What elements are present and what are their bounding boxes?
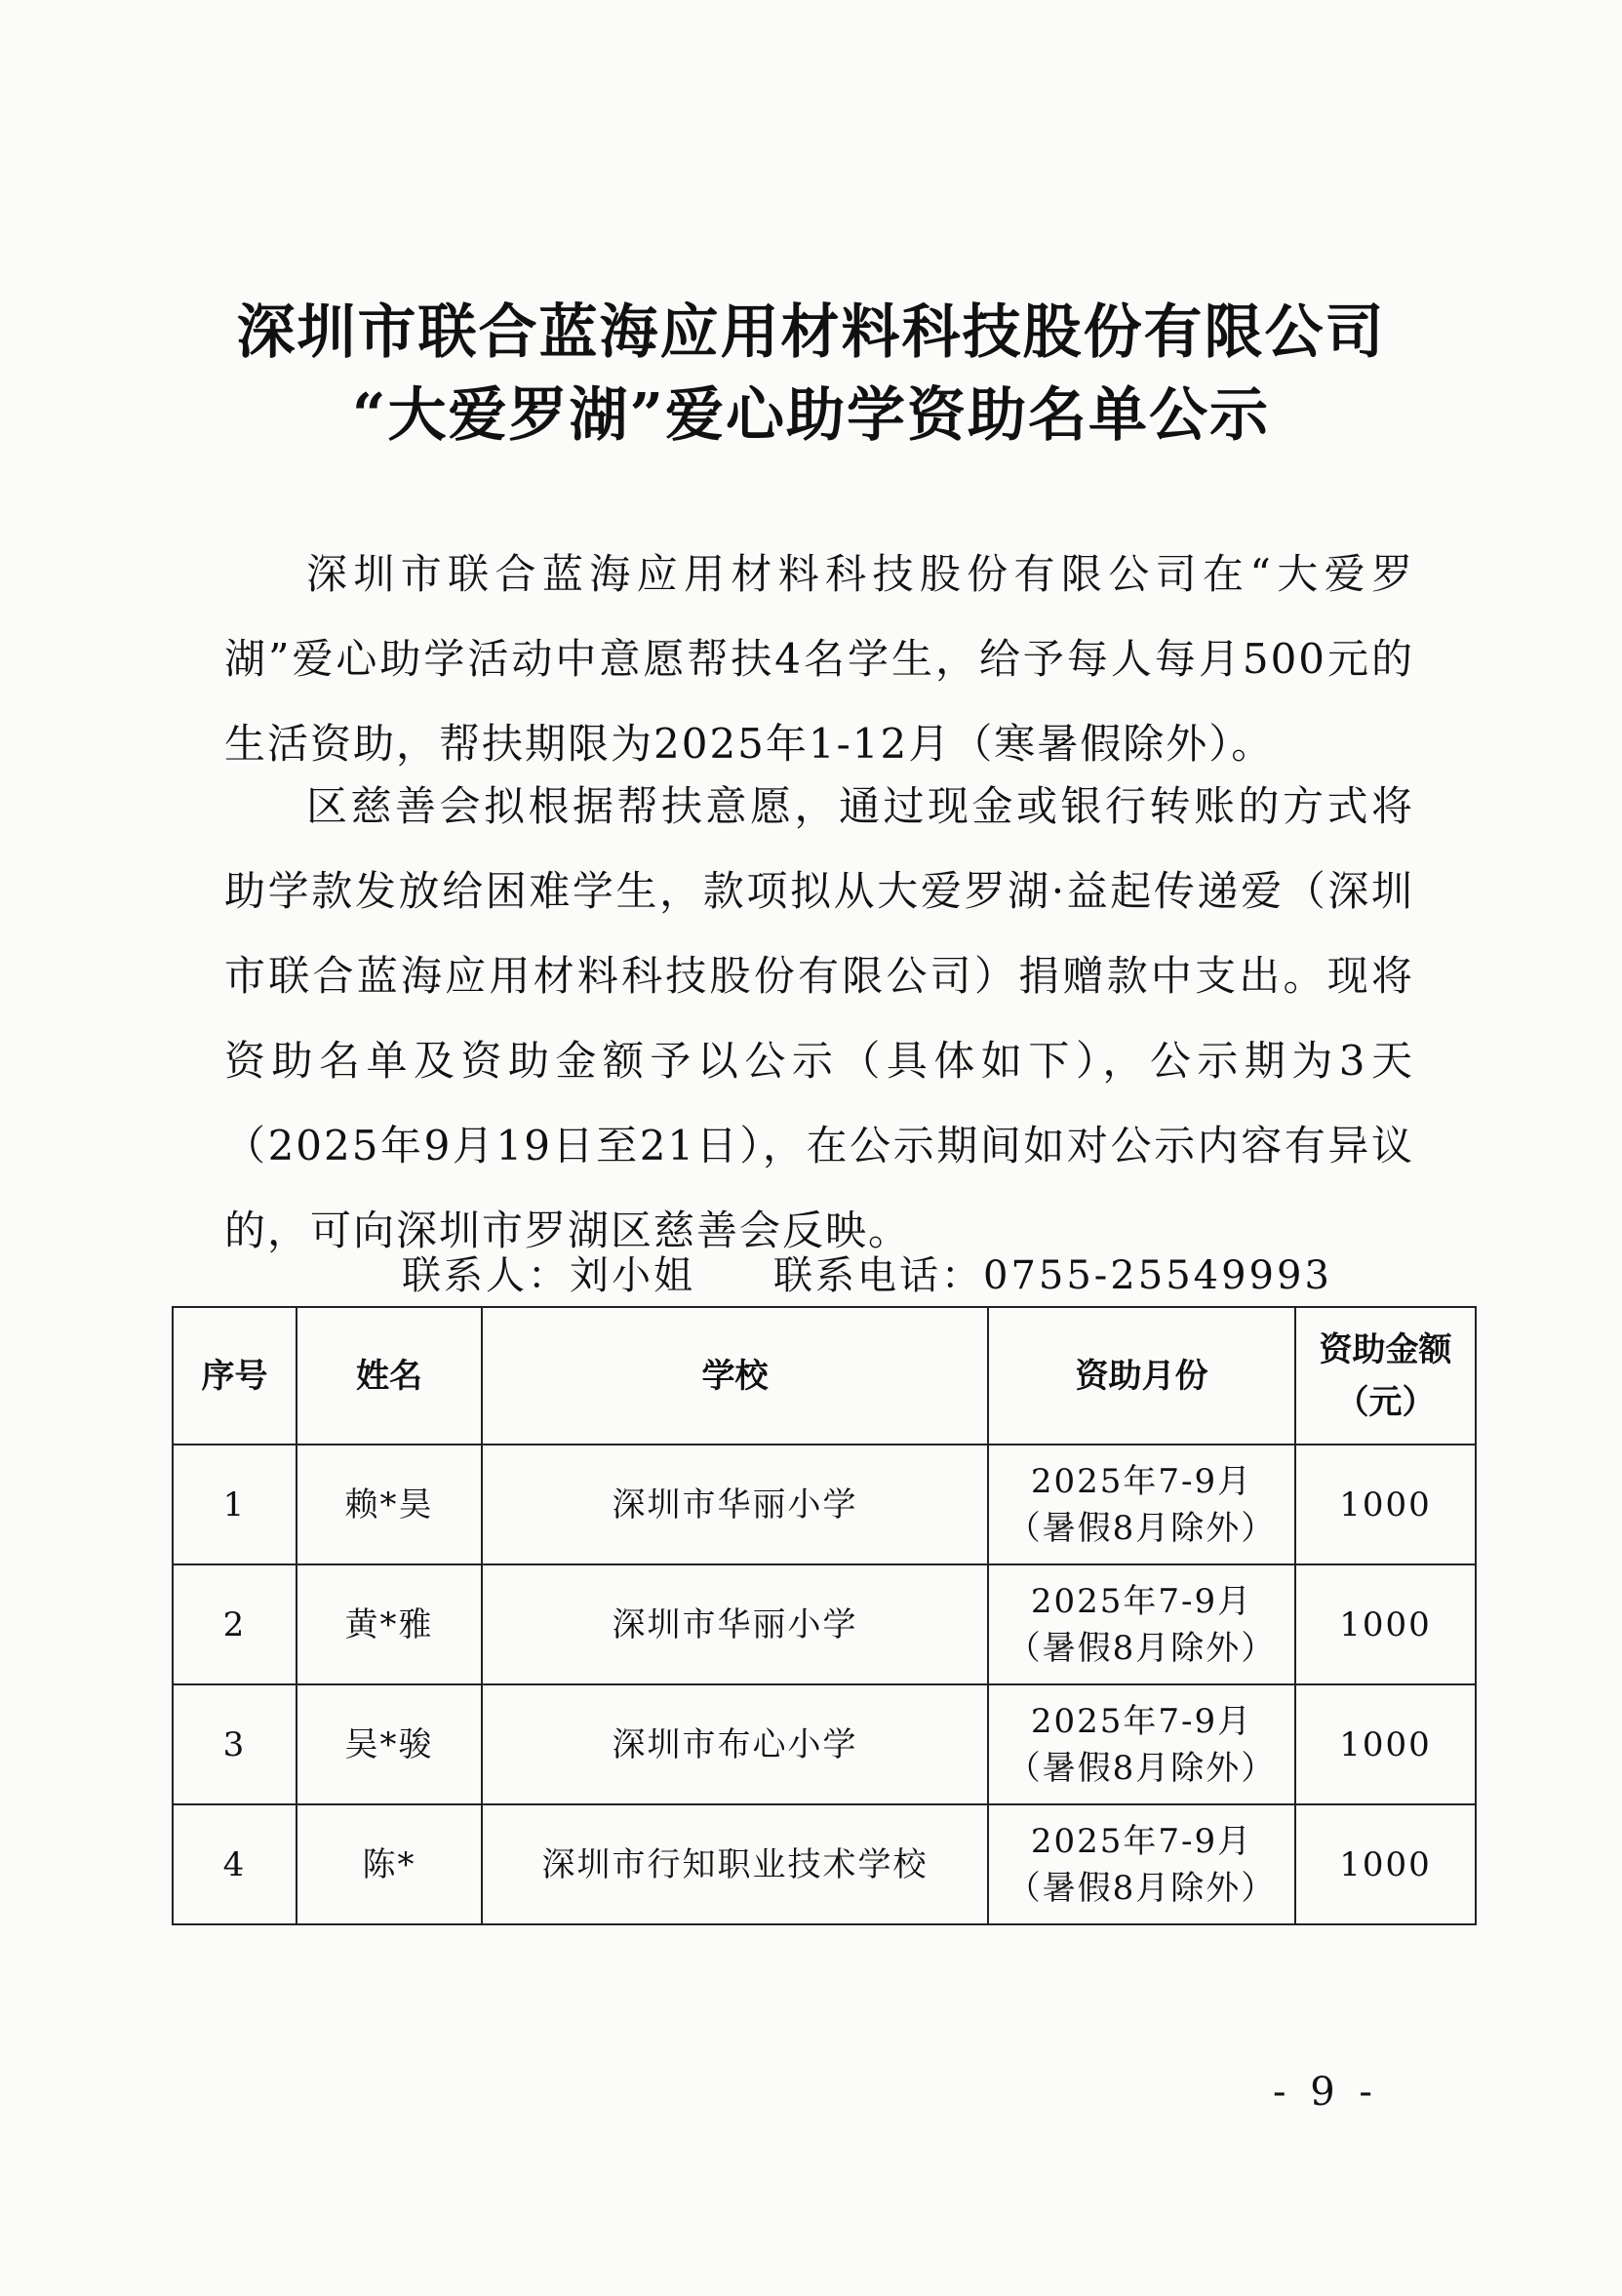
contact-line [402,1248,1332,1303]
title-line-1: 深圳市联合蓝海应用材料科技股份有限公司 [236,298,1386,367]
cell-name: 赖*昊 [297,1445,482,1564]
contact-phone: 联系电话：0755-25549993 [773,1253,1332,1298]
header-name: 姓名 [297,1307,482,1445]
cell-no: 4 [173,1804,297,1924]
cell-amount: 1000 [1295,1804,1476,1924]
table-row [173,1684,1476,1804]
cell-name: 吴*骏 [297,1684,482,1804]
cell-months-line2: （暑假8月除外） [1007,1868,1277,1908]
cell-school: 深圳市华丽小学 [482,1564,988,1684]
header-amount-line2: （元） [1335,1382,1436,1422]
cell-months-line2: （暑假8月除外） [1007,1508,1277,1548]
cell-months [988,1804,1295,1924]
header-amount-line1: 资助金额 [1319,1329,1452,1369]
cell-amount: 1000 [1295,1445,1476,1564]
header-amount [1295,1307,1476,1445]
cell-name: 黄*雅 [297,1564,482,1684]
cell-months [988,1564,1295,1684]
table-header-row [173,1307,1476,1445]
cell-no: 1 [173,1445,297,1564]
cell-months-line1: 2025年7-9月 [1030,1701,1253,1741]
header-months: 资助月份 [988,1307,1295,1445]
cell-months-line1: 2025年7-9月 [1030,1821,1253,1861]
cell-school: 深圳市华丽小学 [482,1445,988,1564]
table-row [173,1445,1476,1564]
body-paragraph-1: 深圳市联合蓝海应用材料科技股份有限公司在“大爱罗湖”爱心助学活动中意愿帮扶4名学生，给予每人每月500元的生活资助，帮扶期限为2025年1-12月（寒暑假除外）。 [224,550,1414,768]
cell-months-line1: 2025年7-9月 [1030,1581,1253,1621]
body-paragraph-2: 区慈善会拟根据帮扶意愿，通过现金或银行转账的方式将助学款发放给困难学生，款项拟从大爱罗湖·益起传递爱（深圳市联合蓝海应用材料科技股份有限公司）捐赠款中支出。现将资助名单及资助金额予以公示（具体如下），公示期为3天（2025年9月19日至21日），在公示期间如对公示内容有异议的，可向深圳市罗湖区慈善会反映。 [224,782,1414,1254]
cell-no: 3 [173,1684,297,1804]
cell-school: 深圳市行知职业技术学校 [482,1804,988,1924]
table-row [173,1804,1476,1924]
aid-recipient-table [172,1306,1477,1925]
cell-months-line2: （暑假8月除外） [1007,1748,1277,1788]
cell-amount: 1000 [1295,1564,1476,1684]
table-row [173,1564,1476,1684]
cell-amount: 1000 [1295,1684,1476,1804]
header-school: 学校 [482,1307,988,1445]
cell-months [988,1445,1295,1564]
cell-school: 深圳市布心小学 [482,1684,988,1804]
page-number: - 9 - [1273,2070,1378,2115]
contact-person: 联系人：刘小姐 [402,1253,695,1298]
cell-months [988,1684,1295,1804]
cell-months-line2: （暑假8月除外） [1007,1628,1277,1668]
cell-months-line1: 2025年7-9月 [1030,1461,1253,1501]
cell-name: 陈* [297,1804,482,1924]
cell-no: 2 [173,1564,297,1684]
title-line-2: “大爱罗湖”爱心助学资助名单公示 [351,381,1271,450]
header-no: 序号 [173,1307,297,1445]
